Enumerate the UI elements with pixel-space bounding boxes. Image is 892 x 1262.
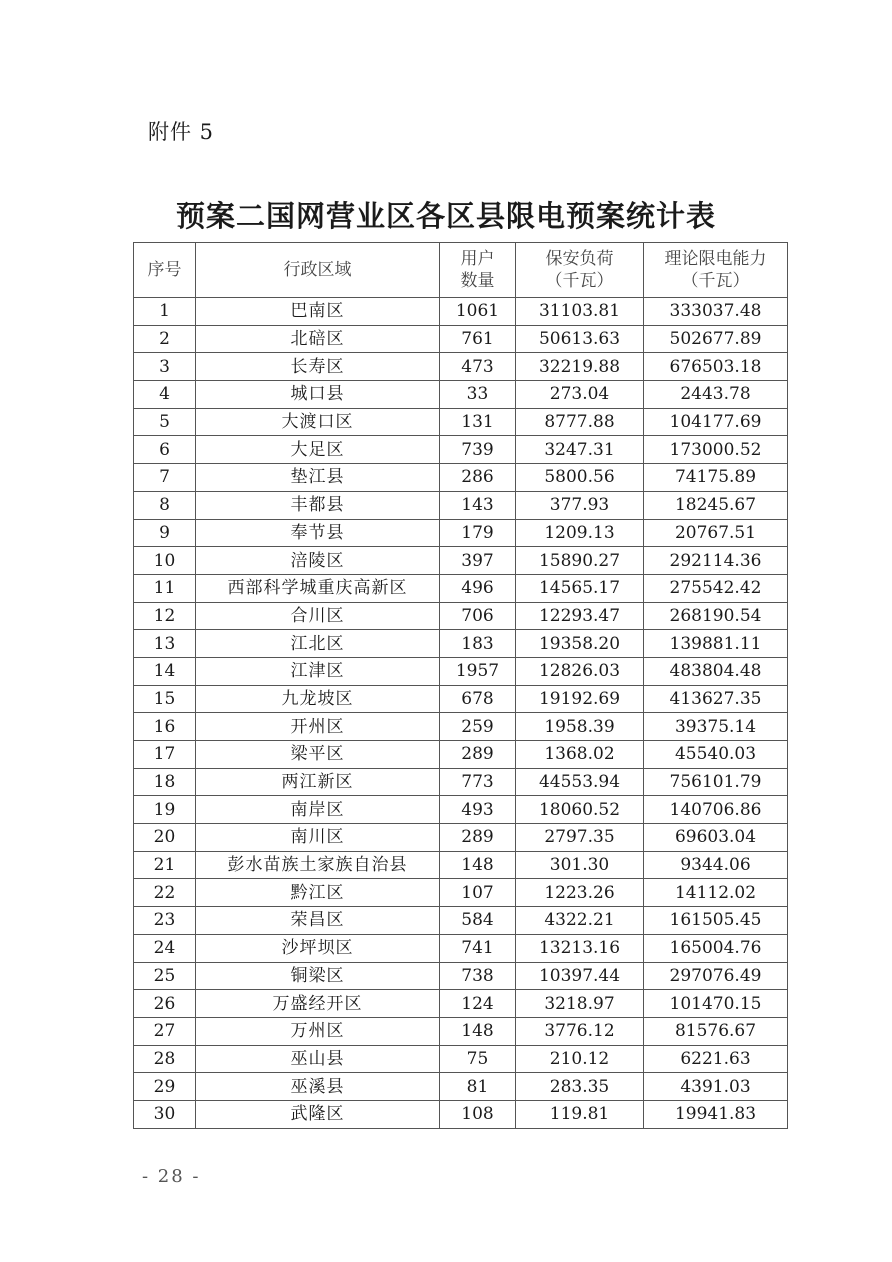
cell-load: 3776.12 — [516, 1017, 644, 1045]
cell-users: 81 — [440, 1073, 516, 1101]
cell-num: 5 — [134, 408, 196, 436]
cell-capacity: 81576.67 — [644, 1017, 788, 1045]
cell-load: 1368.02 — [516, 741, 644, 769]
cell-region: 城口县 — [196, 381, 440, 409]
cell-capacity: 6221.63 — [644, 1045, 788, 1073]
cell-num: 1 — [134, 298, 196, 326]
cell-users: 131 — [440, 408, 516, 436]
cell-region: 万盛经开区 — [196, 990, 440, 1018]
cell-capacity: 297076.49 — [644, 962, 788, 990]
cell-users: 124 — [440, 990, 516, 1018]
document-title: 预案二国网营业区各区县限电预案统计表 — [175, 199, 716, 233]
cell-users: 148 — [440, 851, 516, 879]
cell-users: 289 — [440, 741, 516, 769]
cell-region: 武隆区 — [196, 1100, 440, 1128]
cell-load: 31103.81 — [516, 298, 644, 326]
cell-region: 南岸区 — [196, 796, 440, 824]
cell-load: 1223.26 — [516, 879, 644, 907]
cell-num: 28 — [134, 1045, 196, 1073]
cell-num: 25 — [134, 962, 196, 990]
cell-region: 巫山县 — [196, 1045, 440, 1073]
cell-num: 26 — [134, 990, 196, 1018]
cell-capacity: 483804.48 — [644, 657, 788, 685]
cell-capacity: 45540.03 — [644, 741, 788, 769]
header-num: 序号 — [134, 243, 196, 298]
cell-load: 273.04 — [516, 381, 644, 409]
cell-load: 377.93 — [516, 491, 644, 519]
cell-users: 473 — [440, 353, 516, 381]
header-load — [516, 243, 644, 298]
cell-region: 开州区 — [196, 713, 440, 741]
table-row — [134, 464, 788, 492]
cell-num: 22 — [134, 879, 196, 907]
cell-users: 1061 — [440, 298, 516, 326]
page-number: - 28 - — [142, 1166, 201, 1187]
cell-region: 北碚区 — [196, 325, 440, 353]
cell-users: 286 — [440, 464, 516, 492]
cell-load: 4322.21 — [516, 907, 644, 935]
cell-users: 678 — [440, 685, 516, 713]
table-header-row — [134, 243, 788, 298]
cell-users: 179 — [440, 519, 516, 547]
cell-num: 13 — [134, 630, 196, 658]
cell-users: 706 — [440, 602, 516, 630]
table-row — [134, 1017, 788, 1045]
cell-region: 巫溪县 — [196, 1073, 440, 1101]
table-row — [134, 1100, 788, 1128]
cell-capacity: 4391.03 — [644, 1073, 788, 1101]
cell-users: 741 — [440, 934, 516, 962]
cell-load: 119.81 — [516, 1100, 644, 1128]
header-users-line1: 用户 — [460, 249, 495, 269]
cell-region: 合川区 — [196, 602, 440, 630]
table-row — [134, 685, 788, 713]
cell-load: 3218.97 — [516, 990, 644, 1018]
cell-users: 183 — [440, 630, 516, 658]
cell-region: 沙坪坝区 — [196, 934, 440, 962]
table-row — [134, 962, 788, 990]
cell-load: 1958.39 — [516, 713, 644, 741]
cell-num: 3 — [134, 353, 196, 381]
cell-num: 24 — [134, 934, 196, 962]
table-row — [134, 436, 788, 464]
header-users — [440, 243, 516, 298]
cell-users: 107 — [440, 879, 516, 907]
cell-users: 738 — [440, 962, 516, 990]
cell-load: 8777.88 — [516, 408, 644, 436]
cell-users: 75 — [440, 1045, 516, 1073]
cell-num: 15 — [134, 685, 196, 713]
cell-capacity: 18245.67 — [644, 491, 788, 519]
cell-num: 11 — [134, 574, 196, 602]
cell-users: 496 — [440, 574, 516, 602]
header-cap-line2: （千瓦） — [681, 271, 750, 291]
cell-num: 23 — [134, 907, 196, 935]
cell-capacity: 9344.06 — [644, 851, 788, 879]
cell-users: 33 — [440, 381, 516, 409]
cell-load: 5800.56 — [516, 464, 644, 492]
cell-users: 143 — [440, 491, 516, 519]
table-row — [134, 408, 788, 436]
cell-num: 17 — [134, 741, 196, 769]
cell-region: 丰都县 — [196, 491, 440, 519]
cell-num: 21 — [134, 851, 196, 879]
cell-region: 垫江县 — [196, 464, 440, 492]
cell-load: 44553.94 — [516, 768, 644, 796]
cell-num: 30 — [134, 1100, 196, 1128]
cell-capacity: 333037.48 — [644, 298, 788, 326]
cell-load: 32219.88 — [516, 353, 644, 381]
cell-users: 108 — [440, 1100, 516, 1128]
table-row — [134, 1045, 788, 1073]
cell-num: 7 — [134, 464, 196, 492]
table-row — [134, 574, 788, 602]
table-row — [134, 602, 788, 630]
table-row — [134, 879, 788, 907]
header-load-line2: （千瓦） — [545, 271, 614, 291]
cell-region: 南川区 — [196, 824, 440, 852]
cell-capacity: 413627.35 — [644, 685, 788, 713]
cell-load: 1209.13 — [516, 519, 644, 547]
cell-num: 2 — [134, 325, 196, 353]
cell-capacity: 165004.76 — [644, 934, 788, 962]
cell-users: 761 — [440, 325, 516, 353]
cell-capacity: 275542.42 — [644, 574, 788, 602]
cell-capacity: 2443.78 — [644, 381, 788, 409]
cell-num: 29 — [134, 1073, 196, 1101]
cell-region: 梁平区 — [196, 741, 440, 769]
cell-load: 3247.31 — [516, 436, 644, 464]
cell-load: 19358.20 — [516, 630, 644, 658]
cell-region: 涪陵区 — [196, 547, 440, 575]
cell-load: 14565.17 — [516, 574, 644, 602]
cell-num: 16 — [134, 713, 196, 741]
cell-load: 301.30 — [516, 851, 644, 879]
cell-capacity: 39375.14 — [644, 713, 788, 741]
cell-load: 13213.16 — [516, 934, 644, 962]
cell-region: 黔江区 — [196, 879, 440, 907]
table-row — [134, 713, 788, 741]
cell-num: 20 — [134, 824, 196, 852]
cell-num: 6 — [134, 436, 196, 464]
cell-capacity: 139881.11 — [644, 630, 788, 658]
table-body — [134, 298, 788, 1129]
cell-capacity: 676503.18 — [644, 353, 788, 381]
table-row — [134, 907, 788, 935]
cell-region: 铜梁区 — [196, 962, 440, 990]
cell-region: 万州区 — [196, 1017, 440, 1045]
table-row — [134, 990, 788, 1018]
table-row — [134, 851, 788, 879]
cell-num: 27 — [134, 1017, 196, 1045]
table-row — [134, 353, 788, 381]
table-row — [134, 491, 788, 519]
cell-region: 彭水苗族土家族自治县 — [196, 851, 440, 879]
cell-users: 259 — [440, 713, 516, 741]
cell-num: 10 — [134, 547, 196, 575]
header-capacity — [644, 243, 788, 298]
cell-load: 15890.27 — [516, 547, 644, 575]
attachment-label: 附件 5 — [148, 120, 215, 144]
cell-capacity: 140706.86 — [644, 796, 788, 824]
cell-capacity: 101470.15 — [644, 990, 788, 1018]
cell-capacity: 14112.02 — [644, 879, 788, 907]
cell-load: 19192.69 — [516, 685, 644, 713]
cell-region: 西部科学城重庆高新区 — [196, 574, 440, 602]
cell-region: 九龙坡区 — [196, 685, 440, 713]
cell-load: 210.12 — [516, 1045, 644, 1073]
table-row — [134, 547, 788, 575]
cell-capacity: 74175.89 — [644, 464, 788, 492]
cell-load: 12293.47 — [516, 602, 644, 630]
cell-capacity: 161505.45 — [644, 907, 788, 935]
cell-load: 2797.35 — [516, 824, 644, 852]
cell-capacity: 20767.51 — [644, 519, 788, 547]
table-row — [134, 768, 788, 796]
cell-capacity: 104177.69 — [644, 408, 788, 436]
table-row — [134, 630, 788, 658]
cell-region: 大渡口区 — [196, 408, 440, 436]
header-load-line1: 保安负荷 — [545, 249, 614, 269]
cell-load: 10397.44 — [516, 962, 644, 990]
cell-capacity: 173000.52 — [644, 436, 788, 464]
cell-users: 584 — [440, 907, 516, 935]
table-row — [134, 657, 788, 685]
header-users-line2: 数量 — [460, 271, 495, 291]
table-row — [134, 796, 788, 824]
cell-users: 1957 — [440, 657, 516, 685]
cell-region: 荣昌区 — [196, 907, 440, 935]
cell-region: 奉节县 — [196, 519, 440, 547]
cell-users: 773 — [440, 768, 516, 796]
cell-capacity: 292114.36 — [644, 547, 788, 575]
cell-num: 14 — [134, 657, 196, 685]
cell-num: 12 — [134, 602, 196, 630]
cell-region: 两江新区 — [196, 768, 440, 796]
table-row — [134, 325, 788, 353]
cell-region: 江津区 — [196, 657, 440, 685]
cell-load: 50613.63 — [516, 325, 644, 353]
table-row — [134, 1073, 788, 1101]
cell-num: 18 — [134, 768, 196, 796]
cell-num: 19 — [134, 796, 196, 824]
table-row — [134, 519, 788, 547]
cell-users: 289 — [440, 824, 516, 852]
table-row — [134, 381, 788, 409]
cell-users: 739 — [440, 436, 516, 464]
cell-capacity: 69603.04 — [644, 824, 788, 852]
cell-region: 大足区 — [196, 436, 440, 464]
table-row — [134, 824, 788, 852]
header-cap-line1: 理论限电能力 — [664, 249, 767, 269]
cell-load: 18060.52 — [516, 796, 644, 824]
cell-num: 8 — [134, 491, 196, 519]
cell-capacity: 756101.79 — [644, 768, 788, 796]
cell-users: 397 — [440, 547, 516, 575]
table-row — [134, 298, 788, 326]
cell-region: 长寿区 — [196, 353, 440, 381]
cell-capacity: 268190.54 — [644, 602, 788, 630]
cell-capacity: 19941.83 — [644, 1100, 788, 1128]
cell-region: 江北区 — [196, 630, 440, 658]
cell-num: 4 — [134, 381, 196, 409]
statistics-table — [133, 242, 788, 1129]
cell-num: 9 — [134, 519, 196, 547]
cell-users: 148 — [440, 1017, 516, 1045]
cell-load: 283.35 — [516, 1073, 644, 1101]
cell-load: 12826.03 — [516, 657, 644, 685]
cell-users: 493 — [440, 796, 516, 824]
header-region: 行政区域 — [196, 243, 440, 298]
table-row — [134, 741, 788, 769]
cell-capacity: 502677.89 — [644, 325, 788, 353]
cell-region: 巴南区 — [196, 298, 440, 326]
table-row — [134, 934, 788, 962]
